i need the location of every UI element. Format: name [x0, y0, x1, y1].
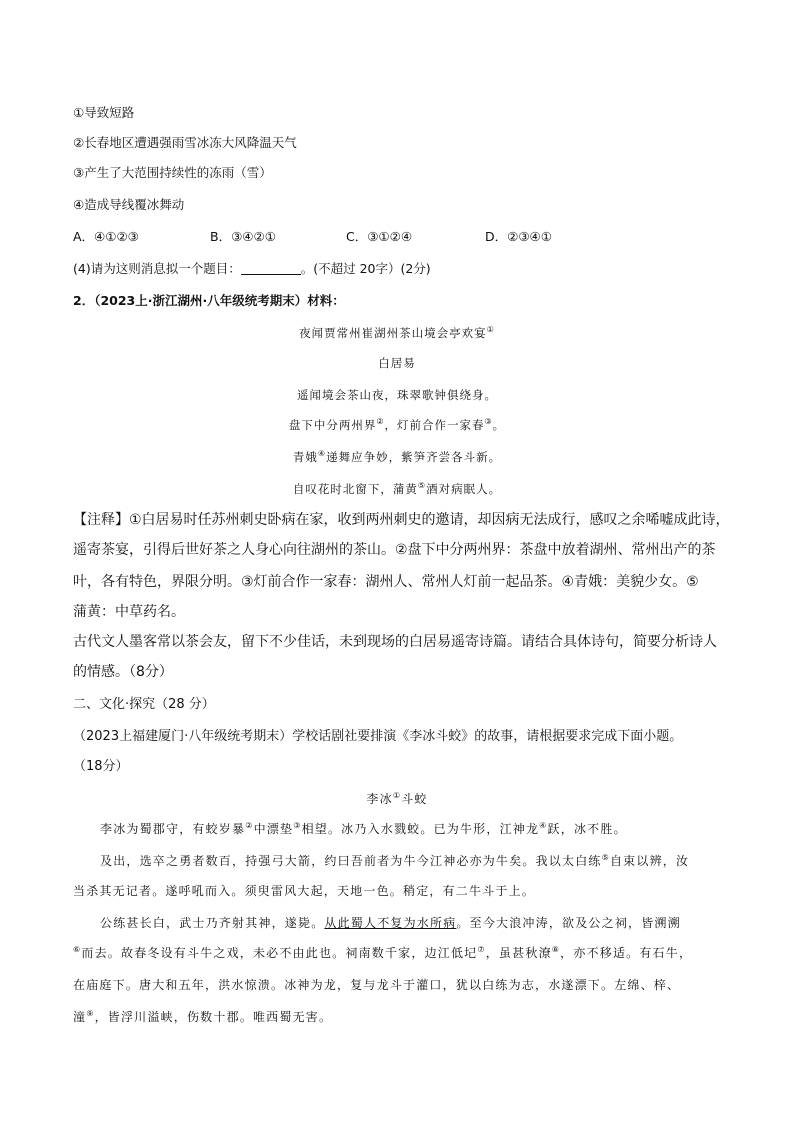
story-line-3: 当杀其无记者。遂呼吼而入。须臾雷风大起，天地一色。稍定，有二牛斗于上。: [73, 884, 536, 898]
story-text: 。至今大浪冲涛，欲及公之祠，皆溯溯: [456, 916, 681, 930]
story-text: 潼: [73, 1010, 87, 1024]
poem-line-2-b: ，灯前合作一家春: [384, 418, 485, 432]
story-text: 及出，选卒之勇者数百，持强弓大箭，约曰吾前者为牛今江神必亦为牛矣。我以太白练: [100, 854, 602, 868]
list-item-3: ③产生了大范围持续性的冻雨（雪）: [73, 165, 272, 180]
story-text: 跃，冰不胜。: [547, 822, 627, 836]
poem-line-4: [0, 480, 794, 498]
question-4-text: (4)请为这则消息拟一个题目：: [73, 261, 241, 276]
story-text: 自束以辨，汝: [609, 854, 690, 868]
underlined-sentence: 从此蜀人不复为水所病: [324, 916, 457, 930]
footnote-mark: ②: [245, 821, 254, 830]
footnote-mark: ①: [486, 325, 495, 334]
note-line-2: 遥寄茶宴，引得后世好茶之人身心向往湖州的茶山。②盘下中分两州界：茶盘中放着湖州、常州出产的茶: [73, 542, 716, 558]
footnote-mark: ②: [376, 417, 385, 426]
story-text: ，皆浮川溢峡，伤数十郡。唯西蜀无害。: [94, 1010, 333, 1024]
list-item-1: ①导致短路: [73, 105, 135, 120]
footnote-mark: ⑤: [417, 481, 427, 490]
story-title-a: 李冰: [366, 792, 393, 806]
poem-line-2-c: 。: [492, 418, 506, 432]
story-title-b: 斗蛟: [401, 792, 428, 806]
footnote-mark: ⑤: [601, 853, 610, 862]
option-b: B．③④②①: [210, 229, 276, 244]
poem-line-1: 遥闻境会茶山夜，珠翠歌钟俱绕身。: [297, 388, 497, 402]
footnote-mark: ③: [293, 821, 302, 830]
options-row: [73, 228, 723, 246]
footnote-mark: ④: [539, 821, 548, 830]
question-4-limit: 。(不超过 20字）(2分): [300, 261, 431, 276]
list-item-4: ④造成导线覆冰舞动: [73, 197, 185, 212]
note-line-4: 蒲黄：中草药名。: [73, 604, 185, 620]
option-a: A．④①②③: [73, 229, 139, 244]
footnote-mark: ⑨: [86, 1009, 95, 1018]
note-line-3: 叶，各有特色，界限分明。③灯前合作一家春：湖州人、常州人灯前一起品茶。④青娥：美貌少女。⑤: [73, 574, 699, 590]
option-c: C．③①②④: [346, 229, 413, 244]
story-text: 中漂垫: [253, 822, 294, 836]
poem-line-3-a: 青娥: [292, 450, 318, 464]
story-line-4: [100, 914, 681, 932]
poem-line-4-a: 自叹花时北窗下，蒲黄: [292, 482, 418, 496]
poem-title: [0, 324, 794, 342]
section-2-title: 二、文化·探究（28 分）: [73, 697, 215, 712]
poem-line-3-b: 递舞应争妙，紫笋齐尝各斗新。: [326, 450, 502, 464]
story-line-1: [100, 820, 627, 838]
footnote-mark: ④: [317, 449, 327, 458]
poem-line-4-b: 酒对病眠人。: [426, 482, 502, 496]
option-d: D．②③④①: [485, 229, 552, 244]
poem-line-3: [0, 448, 794, 466]
poem-line-2: [0, 416, 794, 434]
answer-blank[interactable]: [241, 262, 301, 275]
question-line-2: 的情感。（8分）: [73, 664, 173, 680]
story-line-6: 在庙庭下。唐大和五年，洪水惊溃。冰神为龙，复与龙斗于灌口，犹以白练为志，水遂漂下。左绵、梓、: [73, 978, 681, 992]
note-line-1: 【注释】①白居易时任苏州刺史卧病在家，收到两州刺史的邀请，却因病无法成行，感叹之余唏嘘成此诗，: [73, 512, 730, 528]
poem-author: 白居易: [378, 356, 416, 370]
story-line-5: [73, 944, 692, 962]
footnote-mark: ⑧: [551, 945, 561, 954]
question-line-1: 古代文人墨客常以茶会友，留下不少佳话，未到现场的白居易遥寄诗篇。请结合具体诗句，简要分析诗人: [73, 634, 717, 650]
footnote-mark: ⑥: [73, 945, 82, 954]
story-text: ，虽甚秋潦: [485, 946, 552, 960]
story-text: 相望。冰乃入水戮蛟。已为牛形，江神龙: [301, 822, 540, 836]
question-2-heading-text: 2．（2023上·浙江湖州·八年级统考期末）材料：: [73, 293, 345, 308]
story-title: [0, 790, 794, 808]
story-text: 公练甚长白，武士乃齐射其神，遂毙。: [100, 916, 325, 930]
poem-title-text: 夜闻贾常州崔湖州茶山境会亭欢宴: [299, 326, 487, 340]
story-text: 李冰为蜀郡守，有蛟岁暴: [100, 822, 246, 836]
section-2-intro: （2023上福建厦门·八年级统考期末）学校话剧社要排演《李冰斗蛟》的故事，请根据要求完成下面小题。: [73, 729, 683, 744]
poem-line-2-a: 盘下中分两州界: [288, 418, 377, 432]
story-line-7: [73, 1008, 332, 1026]
question-2-heading: [73, 292, 345, 310]
story-text: 而去。故春冬设有斗牛之戏，未必不由此也。祠南数千家，边江低圮: [81, 946, 478, 960]
story-text: ，亦不移适。有石牛，: [560, 946, 693, 960]
footnote-mark: ①: [392, 791, 402, 800]
footnote-mark: ⑦: [477, 945, 486, 954]
question-4: [73, 260, 431, 278]
list-item-2: ②长春地区遭遇强雨雪冰冻大风降温天气: [73, 135, 297, 150]
story-line-2: [100, 852, 689, 870]
section-2-score: （18分）: [73, 759, 129, 774]
footnote-mark: ③: [484, 417, 493, 426]
